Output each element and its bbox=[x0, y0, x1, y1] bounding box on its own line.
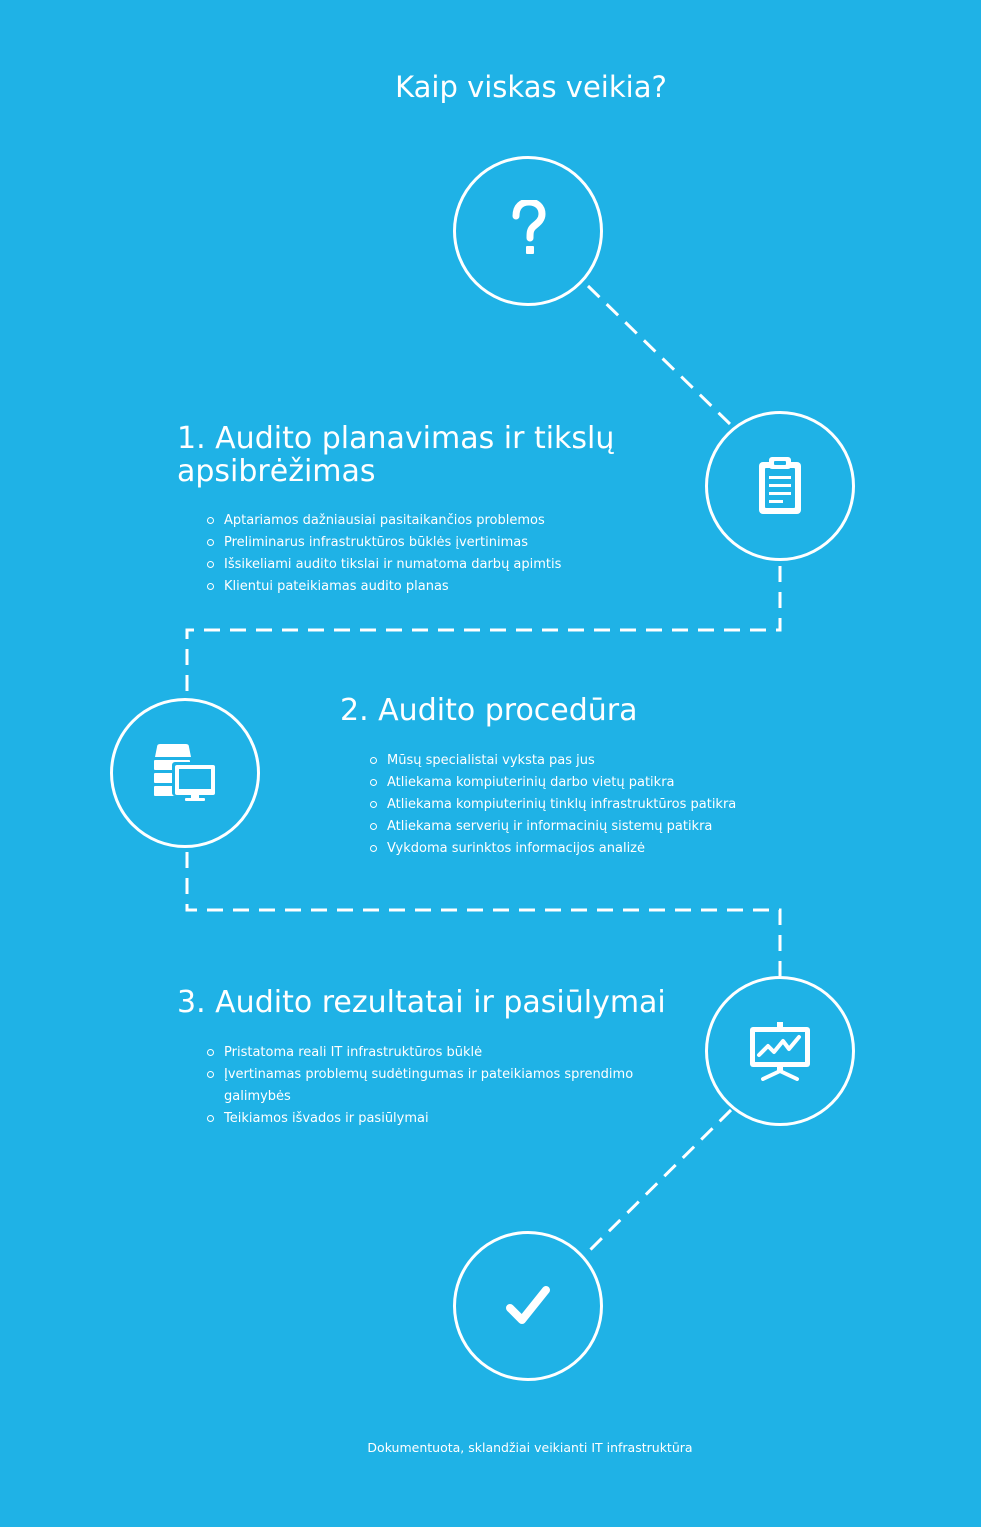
start-circle bbox=[453, 156, 603, 306]
list-item: Vykdoma surinktos informacijos analizė bbox=[387, 838, 807, 860]
step-3-circle bbox=[705, 976, 855, 1126]
step-2-title: 2. Audito procedūra bbox=[340, 693, 638, 728]
question-mark-icon bbox=[508, 200, 548, 262]
list-item: Pristatoma reali IT infrastruktūros būklė bbox=[224, 1042, 634, 1064]
list-item: Teikiamos išvados ir pasiūlymai bbox=[224, 1108, 634, 1130]
list-item: Aptariamos dažniausiai pasitaikančios problemos bbox=[224, 510, 684, 532]
step-3-list bbox=[224, 1042, 634, 1130]
server-monitor-icon bbox=[152, 743, 218, 803]
checkmark-icon bbox=[505, 1284, 551, 1328]
step-1-list bbox=[224, 510, 684, 598]
clipboard-icon bbox=[756, 456, 804, 516]
step-1-title: 1. Audito planavimas ir tikslų apsibrėžimas bbox=[177, 421, 615, 489]
list-item: Atliekama serverių ir informacinių sistemų patikra bbox=[387, 816, 807, 838]
connector-start-to-step1 bbox=[588, 286, 731, 425]
list-item: Atliekama kompiuterinių darbo vietų patikra bbox=[387, 772, 807, 794]
step-2-list bbox=[387, 750, 807, 860]
list-item: Išsikeliami audito tikslai ir numatoma darbų apimtis bbox=[224, 554, 684, 576]
list-item: Klientui pateikiamas audito planas bbox=[224, 576, 684, 598]
list-item: Atliekama kompiuterinių tinklų infrastruktūros patikra bbox=[387, 794, 807, 816]
step-1-circle bbox=[705, 411, 855, 561]
list-item: Preliminarus infrastruktūros būklės įvertinimas bbox=[224, 532, 684, 554]
step-3-title: 3. Audito rezultatai ir pasiūlymai bbox=[177, 985, 666, 1020]
page-title: Kaip viskas veikia? bbox=[395, 70, 667, 104]
footer-text: Dokumentuota, sklandžiai veikianti IT infrastruktūra bbox=[367, 1440, 693, 1455]
end-circle bbox=[453, 1231, 603, 1381]
list-item: Mūsų specialistai vyksta pas jus bbox=[387, 750, 807, 772]
presentation-chart-icon bbox=[749, 1021, 811, 1081]
step-2-circle bbox=[110, 698, 260, 848]
connector-step2-to-step3 bbox=[187, 852, 780, 976]
list-item: Įvertinamas problemų sudėtingumas ir pateikiamos sprendimo galimybės bbox=[224, 1064, 634, 1108]
connector-step3-to-end bbox=[588, 1110, 731, 1252]
